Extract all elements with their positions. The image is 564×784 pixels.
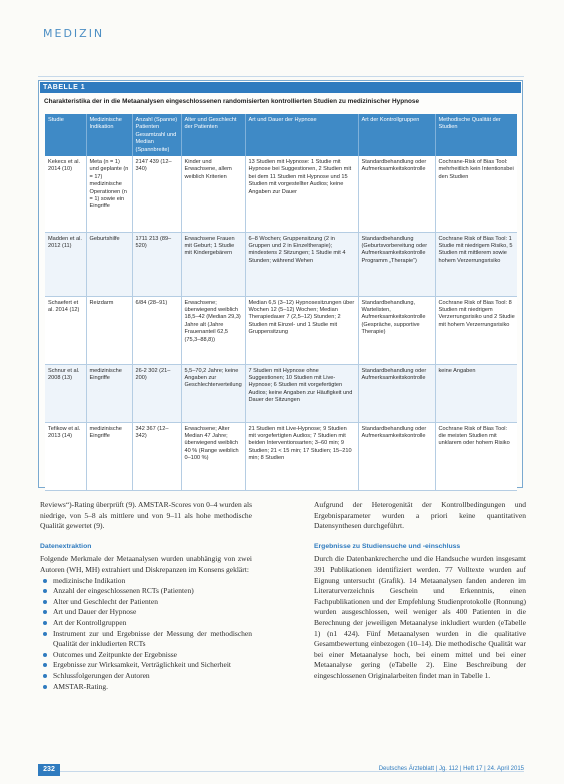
- table-cell: 2147 439 (12–340): [132, 156, 181, 232]
- table-cell: Meta (n = 1) und geplante (n = 17) medizinische Operationen (n = 1) sowie ein Eingriffe: [86, 156, 132, 232]
- table-row: [45, 156, 517, 232]
- bullet-icon: [43, 685, 47, 689]
- table-cell: Median 6,5 (3–12) Hypnosesitzungen über Wochen 12 (5–12) Wochen; Median Therapiedauer 7 (2,5–12) Stunden; 2 Studien mit Einzel- und 1 Studie mit Gruppensitzung: [245, 296, 358, 364]
- bullet-icon: [43, 621, 47, 625]
- list-item-text: Instrument zur und Ergebnisse der Messung der methodischen Qualität der inkludierten RCTs: [53, 628, 252, 649]
- list-item: [40, 607, 252, 618]
- list-item: [40, 576, 252, 587]
- table-cell: medizinische Eingriffe: [86, 364, 132, 422]
- right-paragraph: Durch die Datenbankrecherche und die Handsuche wurden insgesamt 391 Publikationen identifiziert werden. 77 Volltexte wurden auf Eignung untersucht (Grafik). 14 Metaanalysen fanden anderen im Literaturverzeichnis Geschein und Erkenntnis, einen Fachpublikationen und der Empfehlung Studienprotokolle (Ronnung) wurden ausgeschlossen, weil weniger als 400 Patienten in die Berechnung der jeweiligen Metaanalyse inkludiert wurden (eTabelle 1) (n1 424). Fünf Metaanalysen wurden in die qualitative Gesamtbewertung einbezogen (10–14). Die methodische Qualität war bei einer Metaanalyse hoch, bei einem mittel und bei einer Metaanalyse gering (eTabelle 2). Eine Beschreibung der eingeschlossenen Originalarbeiten findet man in Tabelle 1.: [314, 554, 526, 680]
- header-cell: Art und Dauer der Hypnose: [245, 114, 358, 156]
- list-item-text: Outcomes und Zeitpunkte der Ergebnisse: [53, 649, 177, 659]
- table-cell: keine Angaben: [435, 364, 517, 422]
- bullet-icon: [43, 653, 47, 657]
- list-item-text: Schlussfolgerungen der Autoren: [53, 670, 150, 680]
- bullet-icon: [43, 600, 47, 604]
- table-header-row: [45, 114, 517, 156]
- header-cell: Anzahl (Spanne) Patienten Gesamtzahl und Median (Spannbreite): [132, 114, 181, 156]
- table-cell: 13 Studien mit Hypnose: 1 Studie mit Hypnose bei Suggestionen, 2 Studien mit bei dem 11 Studien mit Hypnose und 15 Studien mit vorgestellter Audios; keine Angaben zur Dauer: [245, 156, 358, 232]
- data-table: [45, 114, 517, 491]
- list-item: [40, 629, 252, 650]
- right-intro: Aufgrund der Heterogenität der Kontrollbedingungen und Ergebnisparameter wurden a priori keine quantitativen Datensynthesen durchgeführt.: [314, 500, 526, 531]
- table-cell: 342 367 (12–342): [132, 422, 181, 490]
- left-paragraph: Folgende Merkmale der Metaanalysen wurden unabhängig von zwei Autoren (WH, MH) extrahiert und Diskrepanzen im Konsens geklärt:: [40, 554, 252, 574]
- table-cell: 6–8 Wochen; Gruppensitzung (2 in Gruppen und 2 in Einzeltherapie); mindestens 2 Sitzungen; 1 Studie mit 4 Stunden; während Wehen: [245, 232, 358, 296]
- header-cell: Medizinische Indikation: [86, 114, 132, 156]
- table-title: Charakteristika der in die Metaanalysen eingeschlossenen randomisierten kontrollierten Studien zu medizinischer Hypnose: [44, 98, 420, 105]
- table-cell: Reizdarm: [86, 296, 132, 364]
- table-cell: Cochrane Risk of Bias Tool: die meisten Studien mit unklarem oder hohem Risiko: [435, 422, 517, 490]
- table-cell: Schnur et al. 2008 (13): [45, 364, 86, 422]
- table-cell: Madden et al. 2012 (11): [45, 232, 86, 296]
- bullet-icon: [43, 674, 47, 678]
- table-cell: 1711 213 (89–520): [132, 232, 181, 296]
- right-column: [314, 500, 526, 682]
- left-column: [40, 500, 252, 692]
- table-row: [45, 364, 517, 422]
- table-cell: Erwachsene Frauen mit Geburt; 1 Studie mit Kindergebärern: [181, 232, 245, 296]
- table-cell: Cochrane Risk of Bias Tool: 1 Studie mit niedrigem Risiko, 5 Studien mit mittlerem sowie hohem Verzerrungsrisiko: [435, 232, 517, 296]
- table-cell: Standardbehandlung oder Aufmerksamkeitskontrolle: [358, 364, 435, 422]
- left-heading: Datenextraktion: [40, 542, 92, 550]
- table-cell: Standardbehandlung (Geburtsvorbereitung oder Aufmerksamkeitskontrolle Programm „Therapie“): [358, 232, 435, 296]
- table-cell: 7 Studien mit Hypnose ohne Suggestionen; 10 Studien mit Live-Hypnose; 6 Studien mit vorgefertigten Audios; keine Angaben zur Häufigkeit und Dauer der Sitzungen: [245, 364, 358, 422]
- header-rule: [38, 76, 524, 77]
- list-item: [40, 618, 252, 629]
- table-cell: medizinische Eingriffe: [86, 422, 132, 490]
- table-cell: Cochrane Risk of Bias Tool: 8 Studien mit niedrigem Verzerrungsrisiko und 2 Studie mit hohem Verzerrungsrisiko: [435, 296, 517, 364]
- table-cell: Standardbehandlung oder Aufmerksamkeitskontrolle: [358, 422, 435, 490]
- list-item: [40, 660, 252, 671]
- table-cell: 6/84 (28–91): [132, 296, 181, 364]
- list-item-text: Ergebnisse zur Wirksamkeit, Verträglichkeit und Sicherheit: [53, 660, 231, 670]
- right-heading: Ergebnisse zu Studiensuche und -einschluss: [314, 542, 461, 550]
- list-item-text: Art und Dauer der Hypnose: [53, 607, 137, 617]
- table-cell: Tefikow et al. 2013 (14): [45, 422, 86, 490]
- list-item-text: Art der Kontrollgruppen: [53, 617, 127, 627]
- table-tag: TABELLE 1: [40, 82, 143, 93]
- footer-citation: Deutsches Ärzteblatt | Jg. 112 | Heft 17 | 24. April 2015: [378, 766, 524, 772]
- section-label: MEDIZIN: [43, 27, 105, 40]
- list-item-text: Anzahl der eingeschlossenen RCTs (Patienten): [53, 586, 194, 596]
- extraction-list: [40, 576, 252, 693]
- table-cell: 21 Studien mit Live-Hypnose; 9 Studien mit vorgefertigten Audios; 7 Studien mit beiden Interventionsarten; 3–60 min; 9 Studien; 21 < 15 min; 17 Studien; 15–210 min; 8 Studien: [245, 422, 358, 490]
- footer: [0, 760, 564, 784]
- table-cell: Erwachsene; Alter Median 47 Jahre; überwiegend weiblich 40 % (Range weiblich 0–100 %): [181, 422, 245, 490]
- list-item-text: medizinische Indikation: [53, 575, 126, 585]
- list-item: [40, 650, 252, 661]
- table-cell: Geburtshilfe: [86, 232, 132, 296]
- header-cell: Art der Kontrollgruppen: [358, 114, 435, 156]
- header-cell: Alter und Geschlecht der Patienten: [181, 114, 245, 156]
- table-row: [45, 232, 517, 296]
- header-cell: Methodische Qualität der Studien: [435, 114, 517, 156]
- table-cell: Standardbehandlung oder Aufmerksamkeitskontrolle: [358, 156, 435, 232]
- table-cell: Cochrane-Risk of Bias Tool: mehrheitlich kein Intentionsbei den Studien: [435, 156, 517, 232]
- table-cell: 5,5–70,2 Jahre; keine Angaben zur Geschlechterverteilung: [181, 364, 245, 422]
- bullet-icon: [43, 663, 47, 667]
- bullet-icon: [43, 610, 47, 614]
- bullet-icon: [43, 579, 47, 583]
- table-row: [45, 422, 517, 490]
- list-item: [40, 671, 252, 682]
- table-cell: Kekecs et al. 2014 (10): [45, 156, 86, 232]
- table-cell: Schaefert et al. 2014 (12): [45, 296, 86, 364]
- table-box: [38, 80, 523, 488]
- table-cell: Kinder und Erwachsene, allem weiblich Kriterien: [181, 156, 245, 232]
- table-cell: Erwachsene; überwiegend weiblich 18,5–42 (Median 29,3) Jahre alt (Jahre Frauenanteil 62,5 (75,3–88,8)): [181, 296, 245, 364]
- table-row: [45, 296, 517, 364]
- list-item-text: Alter und Geschlecht der Patienten: [53, 596, 158, 606]
- list-item: [40, 586, 252, 597]
- table-cell: Standardbehandlung, Wartelisten, Aufmerksamkeitskontrolle (Gespräche, supportive Therapie): [358, 296, 435, 364]
- bullet-icon: [43, 632, 47, 636]
- bullet-icon: [43, 589, 47, 593]
- table-cell: 26-2 302 (21–200): [132, 364, 181, 422]
- list-item: [40, 597, 252, 608]
- list-item: [40, 682, 252, 693]
- page-number: 232: [38, 764, 60, 776]
- left-intro: Reviews“)-Rating überprüft (9). AMSTAR-Scores von 0–4 wurden als niedrige, von 5–8 als mittlere und von 9–11 als hohe methodische Qualität gewertet (9).: [40, 500, 252, 531]
- list-item-text: AMSTAR-Rating.: [53, 681, 109, 691]
- header-cell: Studie: [45, 114, 86, 156]
